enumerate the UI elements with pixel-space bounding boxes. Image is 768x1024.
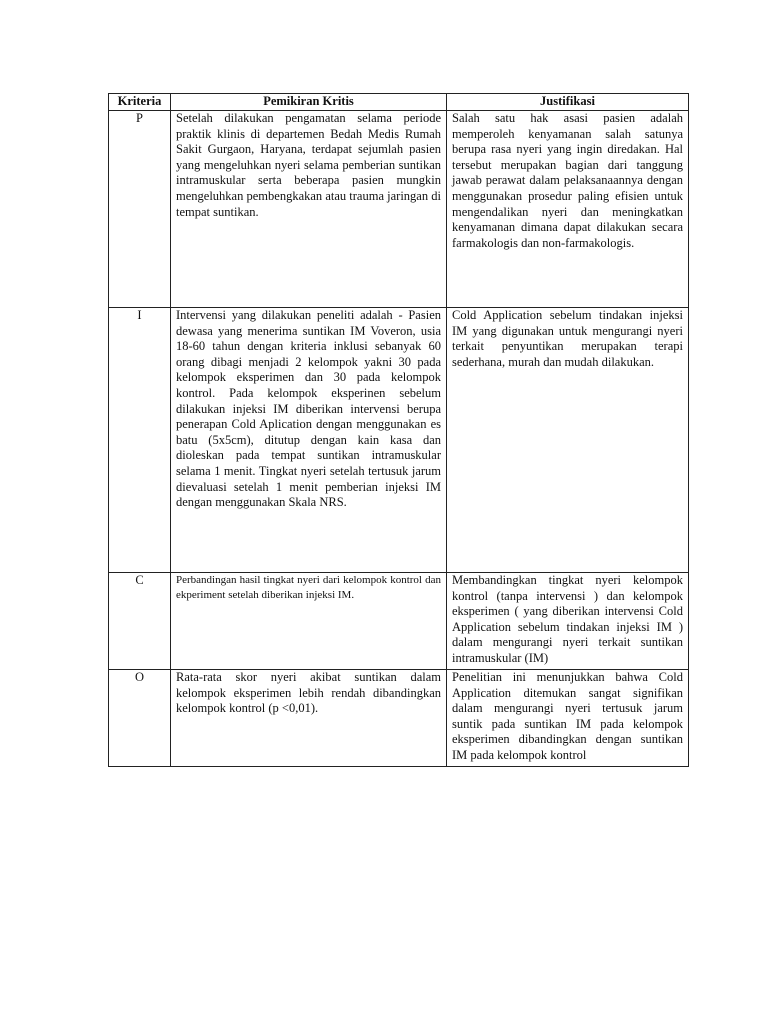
pico-table <box>108 93 689 767</box>
critical-thinking-text: Intervensi yang dilakukan peneliti adalah - Pasien dewasa yang menerima suntikan IM Voveron, usia 18-60 tahun dengan kriteria inklusi sebanyak 60 orang dibagi menjadi 2 kelompok yakni 30 pada kelompok eksperimen dan 30 pada kelompok kontrol. Pada kelompok eksperinen sebelum dilakukan injeksi IM diberikan intervensi berupa penerapan Cold Aplication dengan menggunakan es batu (5x5cm), ditutup dengan kain kasa dan dioleskan pada tempat suntikan intramuskular selama 1 menit. Tingkat nyeri setelah tertusuk jarum dievaluasi setelah 1 menit pemberian injeksi IM dengan menggunakan Skala NRS. <box>176 308 441 510</box>
critical-thinking-cell <box>171 573 447 670</box>
critical-thinking-text: Setelah dilakukan pengamatan selama periode praktik klinis di departemen Bedah Medis Rumah Sakit Gurgaon, Haryana, terdapat sejumlah pasien yang mengeluhkan nyeri selama pemberian suntikan intramuskular serta beberapa pasien mungkin mengeluhkan pembengkakan atau trauma jaringan di tempat suntikan. <box>176 111 441 219</box>
criteria-cell: I <box>109 308 171 573</box>
justification-text: Cold Application sebelum tindakan injeksi IM yang digunakan untuk mengurangi nyeri terkait penyuntikan merupakan terapi sederhana, murah dan mudah dilakukan. <box>452 308 683 369</box>
criteria-cell: C <box>109 573 171 670</box>
justification-text: Membandingkan tingkat nyeri kelompok kontrol (tanpa intervensi ) dan kelompok eksperimen ( yang diberikan intervensi Cold Application sebelum tindakan injeksi IM ) dalam mengurangi nyeri terkait suntikan intramuskular (IM) <box>452 573 683 665</box>
critical-thinking-cell <box>171 111 447 308</box>
justification-text: Salah satu hak asasi pasien adalah memperoleh kenyamanan salah satunya berupa rasa nyeri yang ingin diredakan. Hal tersebut merupakan bagian dari tanggung jawab perawat dalam pelaksanaannya dengan menggunakan prosedur paling efisien untuk mengendalikan nyeri dan meningkatkan kenyamanan dimana dapat dilakukan secara farmakologis dan non-farmakologis. <box>452 111 683 250</box>
header-critical-thinking: Pemikiran Kritis <box>171 94 447 111</box>
table-row <box>109 573 689 670</box>
justification-cell <box>447 308 689 573</box>
header-row <box>109 94 689 111</box>
critical-thinking-cell <box>171 670 447 767</box>
table-header <box>109 94 689 111</box>
justification-cell <box>447 111 689 308</box>
criteria-cell: P <box>109 111 171 308</box>
header-criteria: Kriteria <box>109 94 171 111</box>
header-justification: Justifikasi <box>447 94 689 111</box>
justification-cell <box>447 573 689 670</box>
table-body <box>109 111 689 767</box>
table-row <box>109 670 689 767</box>
critical-thinking-text: Perbandingan hasil tingkat nyeri dari kelompok kontrol dan ekperiment setelah diberikan injeksi IM. <box>176 574 441 601</box>
justification-cell <box>447 670 689 767</box>
table-row <box>109 111 689 308</box>
table-row <box>109 308 689 573</box>
critical-thinking-cell <box>171 308 447 573</box>
justification-text: Penelitian ini menunjukkan bahwa Cold Application ditemukan sangat signifikan dalam mengurangi nyeri tertusuk jarum suntik pada suntikan IM pada kelompok eksperimen dibandingkan dengan suntikan IM pada kelompok kontrol <box>452 670 683 762</box>
critical-thinking-text: Rata-rata skor nyeri akibat suntikan dalam kelompok eksperimen lebih rendah dibandingkan kelompok kontrol (p <0,01). <box>176 670 441 716</box>
criteria-cell: O <box>109 670 171 767</box>
